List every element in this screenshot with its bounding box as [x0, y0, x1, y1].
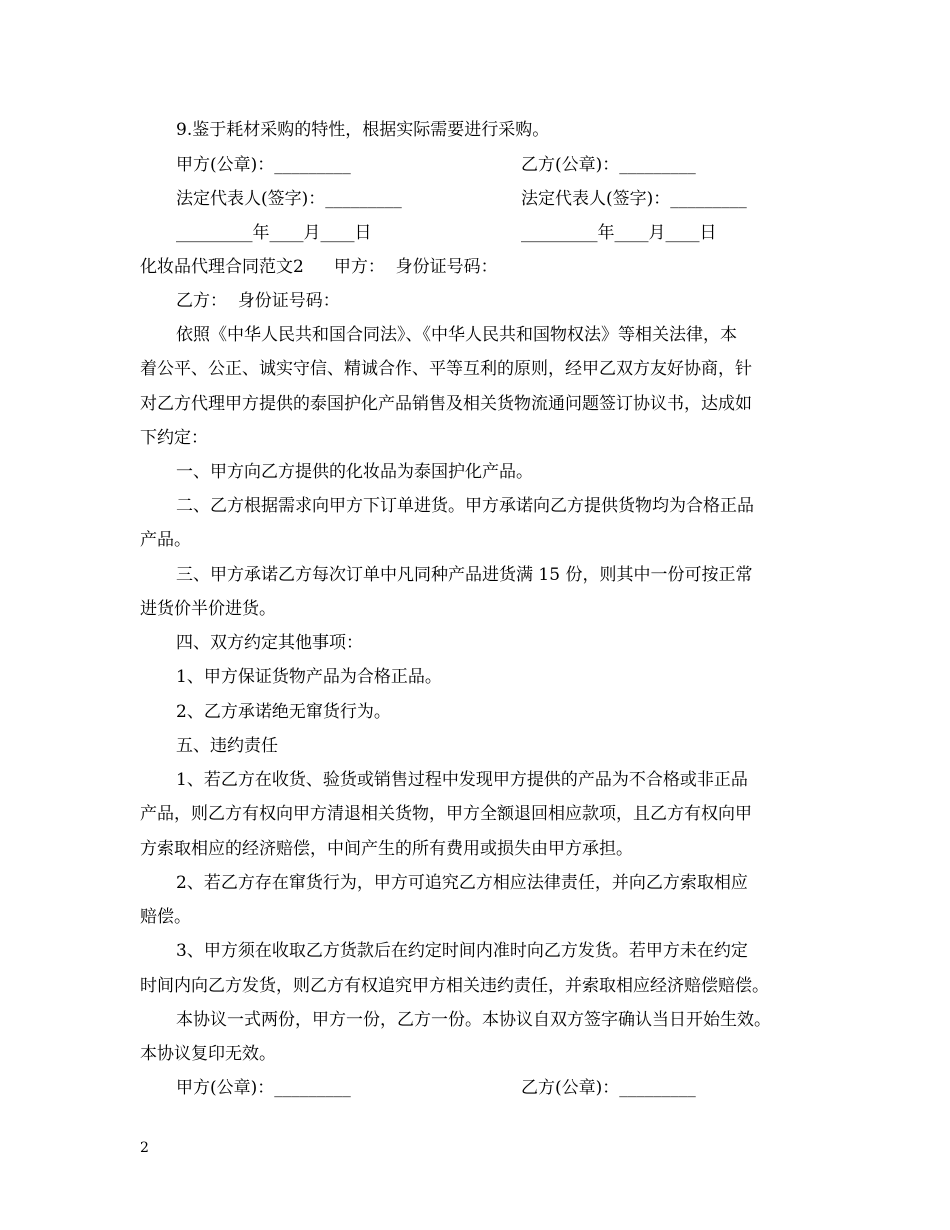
effect-line-1: 本协议一式两份，甲方一份，乙方一份。本协议自双方签字确认当日开始生效。 [176, 1010, 771, 1030]
contract-title: 化妆品代理合同范文2 [140, 257, 304, 277]
clause-5: 五、违约责任 [176, 736, 278, 756]
party-b-id-label: 身份证号码： [237, 291, 340, 311]
page-number: 2 [140, 1140, 149, 1156]
clause-5-item-1-line-2: 产品，则乙方有权向甲方清退相关货物，甲方全额退回相应款项，且乙方有权向甲 [140, 804, 752, 824]
clause-4-item-1: 1、甲方保证货物产品为合格正品。 [176, 667, 442, 687]
clause-1: 一、甲方向乙方提供的化妆品为泰国护化产品。 [176, 462, 533, 482]
intro-line-1: 依照《中华人民共和国合同法》、《中华人民共和国物权法》等相关法律，本 [176, 325, 737, 345]
clause-5-item-2-line-1: 2、若乙方存在窜货行为，甲方可追究乙方相应法律责任，并向乙方索取相应 [176, 873, 748, 893]
party-b-seal-line: 乙方(公章)：_________ [521, 155, 696, 175]
party-a-seal-line: 甲方(公章)：_________ [176, 155, 351, 175]
clause-2-line-2: 产品。 [140, 530, 191, 550]
effect-line-2: 本协议复印无效。 [140, 1044, 276, 1064]
contract-header [140, 259, 498, 276]
clause-5-item-2-line-2: 赔偿。 [140, 907, 191, 927]
party-b-seal-bottom: 乙方(公章)：_________ [521, 1078, 696, 1098]
party-b-rep-line: 法定代表人(签字)：_________ [521, 189, 747, 209]
clause-4-item-2: 2、乙方承诺绝无窜货行为。 [176, 702, 391, 722]
clause-2-line-1: 二、乙方根据需求向甲方下订单进货。甲方承诺向乙方提供货物均为合格正品 [176, 496, 754, 516]
party-b-label: 乙方： [176, 291, 227, 311]
clause-5-item-3-line-1: 3、甲方须在收取乙方货款后在约定时间内准时向乙方发货。若甲方未在约定 [176, 941, 748, 961]
party-a-label: 甲方： [333, 257, 385, 277]
party-b-header [176, 293, 340, 310]
party-a-id-label: 身份证号码： [395, 257, 498, 277]
clause-9: 9.鉴于耗材采购的特性，根据实际需要进行采购。 [176, 120, 550, 140]
party-a-seal-bottom: 甲方(公章)：_________ [176, 1078, 351, 1098]
intro-line-3: 对乙方代理甲方提供的泰国护化产品销售及相关货物流通问题签订协议书，达成如 [140, 394, 752, 414]
party-a-date-line: _________年____月____日 [176, 223, 372, 243]
party-a-rep-line: 法定代表人(签字)：_________ [176, 189, 402, 209]
clause-3-line-2: 进货价半价进货。 [140, 599, 276, 619]
intro-line-4: 下约定： [140, 428, 208, 448]
party-b-date-line: _________年____月____日 [521, 223, 717, 243]
clause-5-item-3-line-2: 时间内向乙方发货，则乙方有权追究甲方相关违约责任，并索取相应经济赔偿赔偿。 [140, 976, 769, 996]
intro-line-2: 着公平、公正、诚实守信、精诚合作、平等互利的原则，经甲乙双方友好协商，针 [140, 359, 752, 379]
clause-3-line-1: 三、甲方承诺乙方每次订单中凡同种产品进货满 15 份，则其中一份可按正常 [176, 565, 753, 585]
clause-5-item-1-line-3: 方索取相应的经济赔偿，中间产生的所有费用或损失由甲方承担。 [140, 839, 633, 859]
clause-4: 四、双方约定其他事项： [176, 633, 363, 653]
clause-5-item-1-line-1: 1、若乙方在收货、验货或销售过程中发现甲方提供的产品为不合格或非正品 [176, 770, 748, 790]
